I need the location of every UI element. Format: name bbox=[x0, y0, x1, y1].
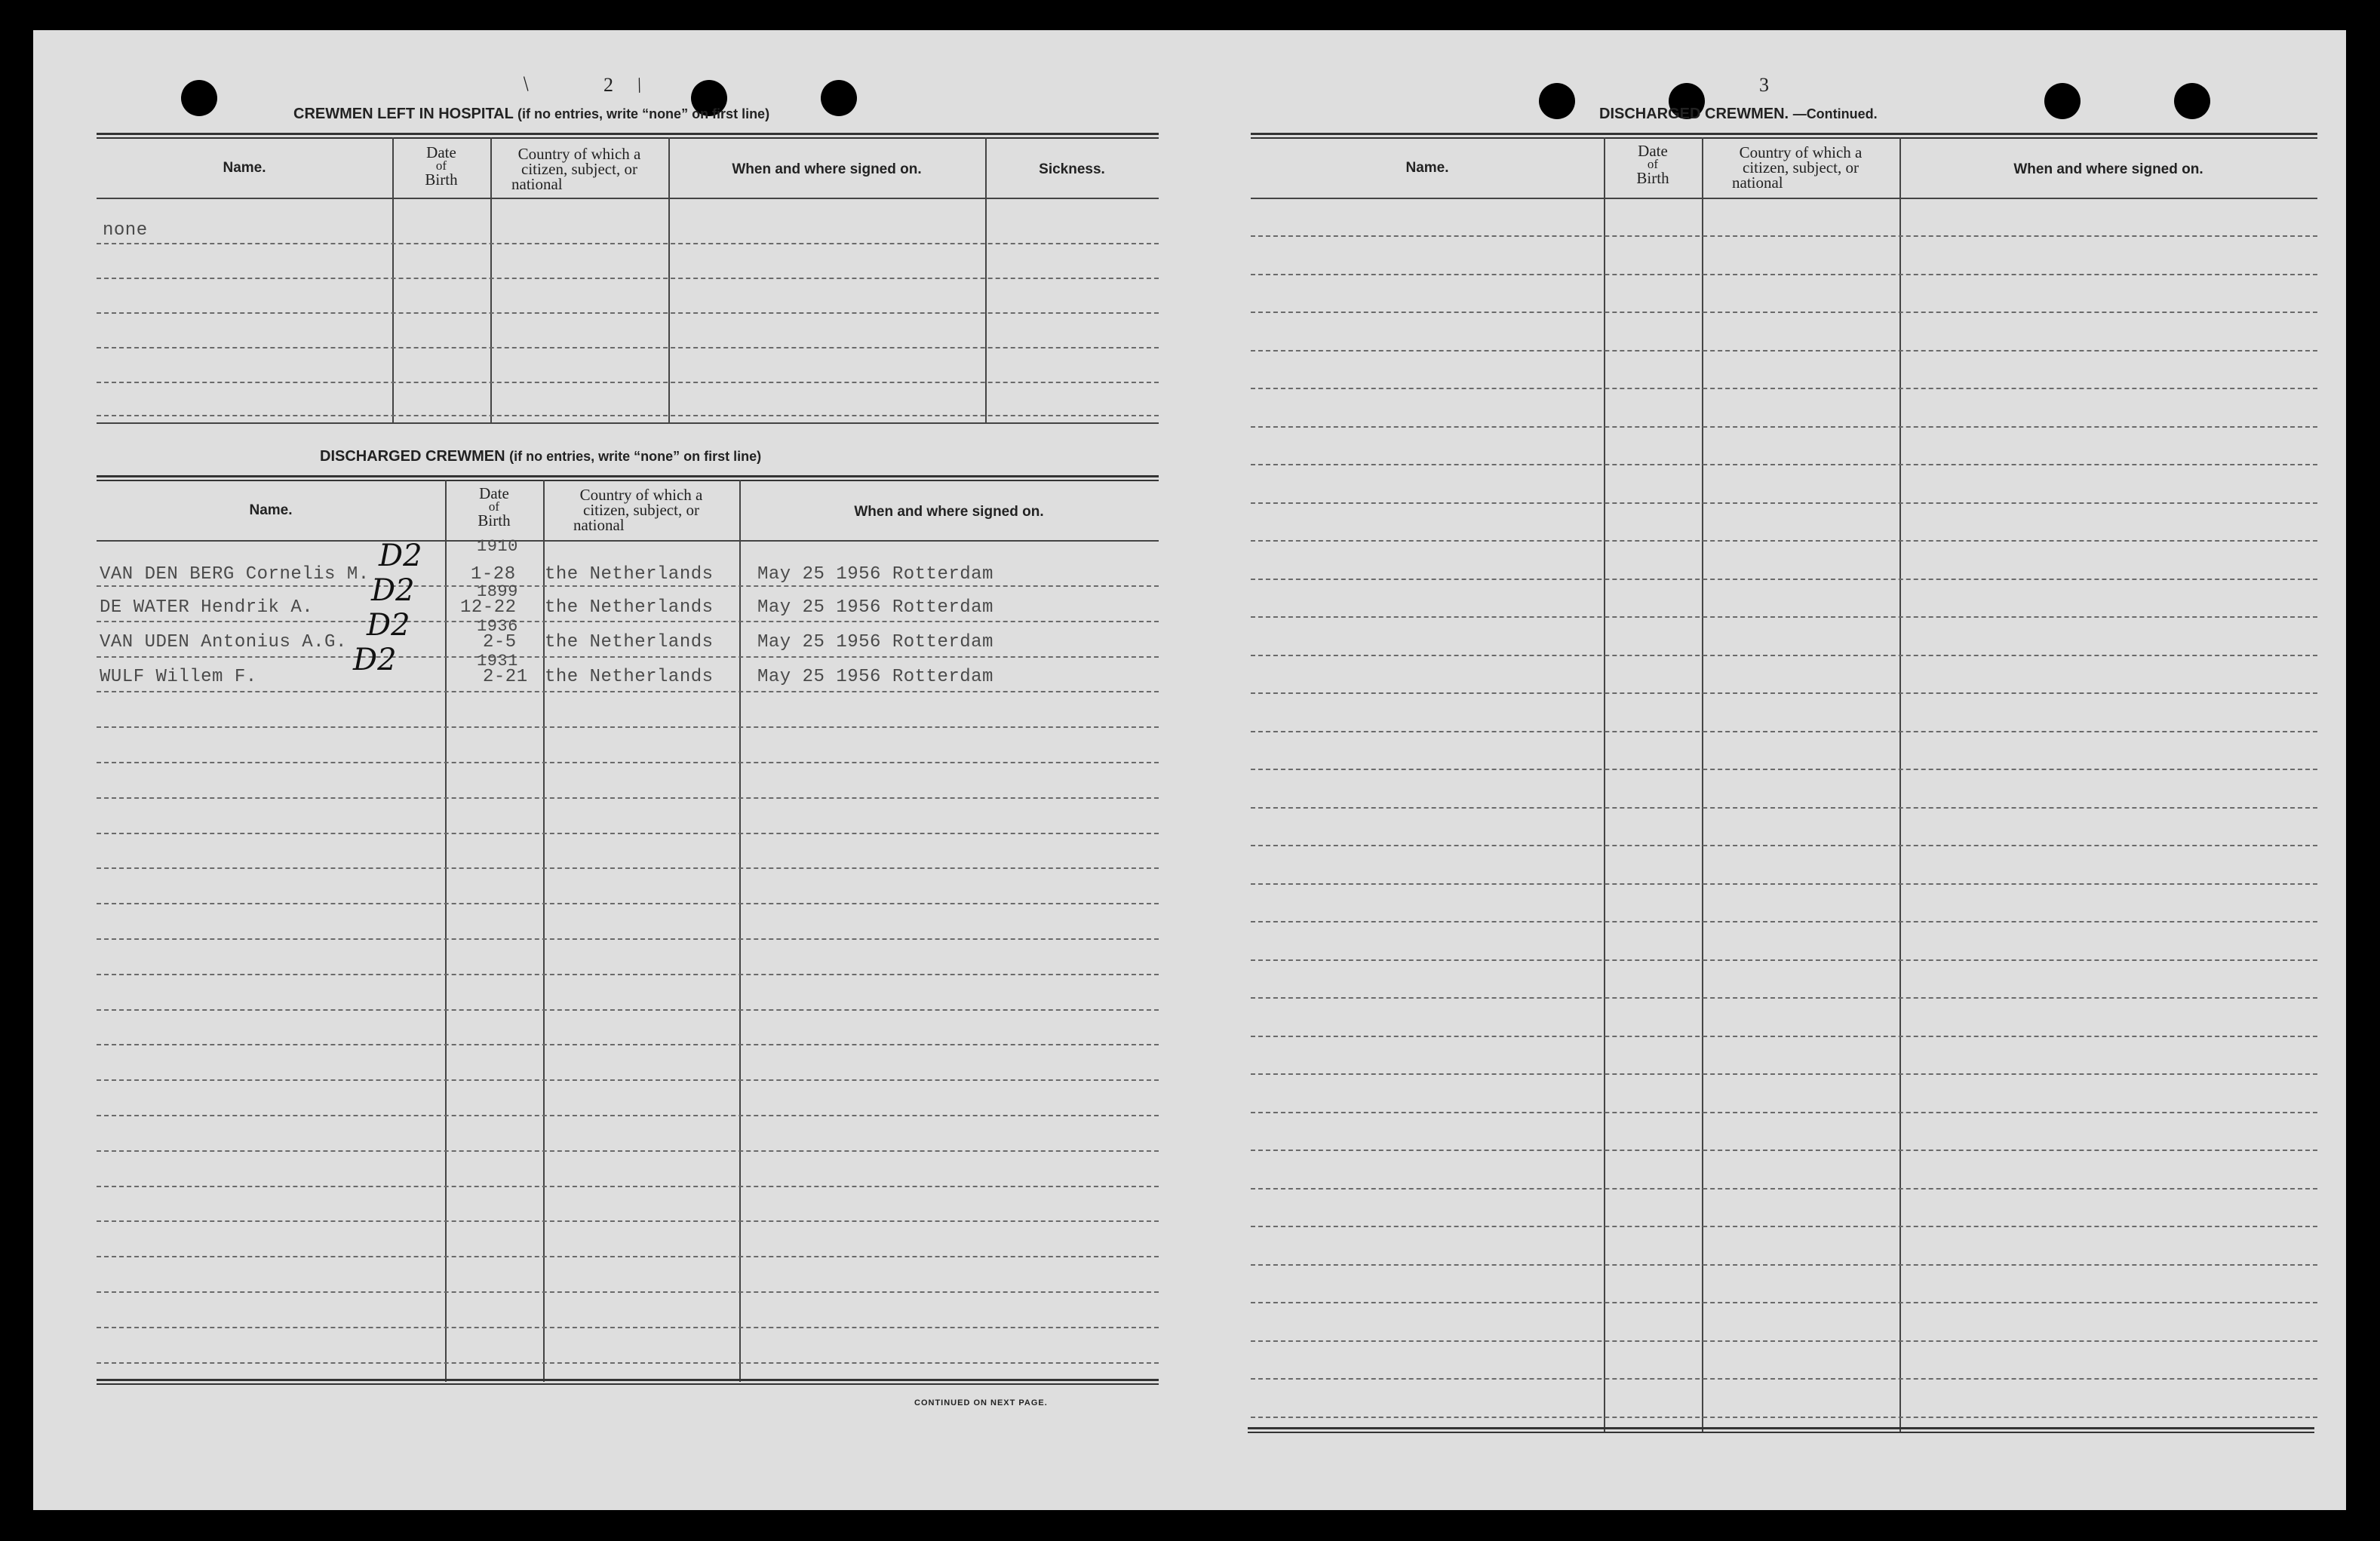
crew-dob-year: 1931 bbox=[477, 652, 518, 671]
entry-line bbox=[1251, 959, 2317, 961]
header-bottom-rule bbox=[1251, 198, 2317, 199]
col-header-date-of-birth bbox=[392, 145, 490, 187]
entry-line bbox=[97, 278, 1159, 279]
entry-line bbox=[97, 1256, 1159, 1257]
col-header-line: national bbox=[573, 516, 625, 534]
section-title-text: CREWMEN LEFT IN HOSPITAL bbox=[293, 106, 514, 122]
crew-dob-year: 1899 bbox=[477, 582, 518, 601]
entry-line bbox=[97, 1362, 1159, 1364]
entry-line bbox=[1251, 692, 2317, 694]
entry-line bbox=[97, 621, 1159, 622]
crew-signed-on: May 25 1956 Rotterdam bbox=[757, 667, 993, 687]
column-rule bbox=[1702, 137, 1703, 1433]
entry-line bbox=[97, 1150, 1159, 1152]
entry-line bbox=[97, 974, 1159, 975]
column-rule bbox=[490, 137, 492, 424]
col-header-line: citizen, subject, or bbox=[521, 160, 637, 178]
entry-line bbox=[1251, 883, 2317, 885]
entry-line bbox=[1251, 1073, 2317, 1075]
section-title-text: DISCHARGED CREWMEN. bbox=[1599, 106, 1789, 122]
entry-line bbox=[97, 1291, 1159, 1293]
entry-line bbox=[1251, 1226, 2317, 1227]
col-header-line: Birth bbox=[1636, 169, 1669, 187]
col-header-line: Country of which a bbox=[579, 486, 703, 504]
discharged-continued-title bbox=[1599, 106, 1878, 123]
crew-name: VAN DEN BERG Cornelis M. bbox=[100, 564, 370, 585]
page-number: 2 bbox=[603, 74, 613, 96]
section-title-text: DISCHARGED CREWMEN bbox=[320, 448, 505, 465]
entry-line bbox=[1251, 1036, 2317, 1037]
pencil-mark: / bbox=[517, 72, 536, 96]
section-note-text: (if no entries, write “none” on first line) bbox=[509, 449, 762, 464]
table-top-rule bbox=[97, 475, 1159, 481]
entry-line bbox=[1251, 1150, 2317, 1151]
entry-line bbox=[97, 833, 1159, 834]
entry-line bbox=[1251, 540, 2317, 542]
entry-line bbox=[97, 243, 1159, 244]
entry-line bbox=[97, 797, 1159, 799]
entry-line bbox=[1251, 1417, 2317, 1418]
col-header-line: citizen, subject, or bbox=[583, 501, 699, 519]
col-header-line: of bbox=[1647, 157, 1659, 171]
punch-hole bbox=[2044, 83, 2081, 119]
entry-line bbox=[97, 867, 1159, 869]
col-header-name: Name. bbox=[223, 160, 266, 176]
entry-line bbox=[97, 726, 1159, 728]
table-top-rule bbox=[1251, 133, 2317, 139]
entry-line bbox=[1251, 464, 2317, 465]
table-bottom-rule bbox=[1248, 1427, 2314, 1433]
entry-line bbox=[1251, 312, 2317, 313]
entry-line bbox=[97, 1186, 1159, 1187]
entry-line bbox=[97, 691, 1159, 692]
crew-country: the Netherlands bbox=[545, 632, 714, 652]
col-header-line: Country of which a bbox=[1739, 143, 1863, 161]
crew-country: the Netherlands bbox=[545, 667, 714, 687]
entry-line bbox=[97, 656, 1159, 658]
column-rule bbox=[985, 137, 987, 424]
section-note-text: —Continued. bbox=[1792, 106, 1878, 121]
section-note-text: (if no entries, write “none” on first line) bbox=[517, 106, 770, 121]
col-header-country bbox=[490, 146, 668, 192]
table-bottom-rule bbox=[97, 422, 1159, 424]
entry-line bbox=[97, 1044, 1159, 1045]
entry-line bbox=[1251, 502, 2317, 504]
document-sheet bbox=[33, 30, 2346, 1510]
discharged-section-title bbox=[320, 448, 761, 465]
entry-line bbox=[1251, 769, 2317, 770]
col-header-sickness: Sickness. bbox=[1039, 161, 1105, 177]
entry-line bbox=[1251, 1340, 2317, 1342]
entry-line bbox=[97, 347, 1159, 348]
col-header-country bbox=[1702, 145, 1899, 190]
entry-line bbox=[1251, 845, 2317, 846]
column-rule bbox=[668, 137, 670, 424]
crew-name: WULF Willem F. bbox=[100, 667, 257, 687]
page-number: 3 bbox=[1759, 74, 1769, 96]
handwritten-discharge-mark: D2 bbox=[379, 539, 422, 573]
punch-hole bbox=[2174, 83, 2210, 119]
punch-hole bbox=[181, 80, 217, 116]
entry-line bbox=[1251, 655, 2317, 656]
header-bottom-rule bbox=[97, 198, 1159, 199]
col-header-name: Name. bbox=[1405, 160, 1449, 176]
entry-line bbox=[97, 762, 1159, 763]
entry-line bbox=[1251, 807, 2317, 809]
col-header-line: Birth bbox=[478, 511, 511, 530]
entry-line bbox=[1251, 1188, 2317, 1190]
column-rule bbox=[445, 480, 447, 1382]
entry-line bbox=[1251, 1378, 2317, 1380]
crew-dob: 12-22 bbox=[460, 597, 517, 618]
col-header-date-of-birth bbox=[1604, 143, 1702, 186]
col-header-line: Birth bbox=[425, 170, 458, 189]
entry-line bbox=[97, 585, 1159, 587]
punch-hole bbox=[1539, 83, 1575, 119]
col-header-line: citizen, subject, or bbox=[1743, 158, 1859, 177]
column-rule bbox=[739, 480, 741, 1382]
crew-signed-on: May 25 1956 Rotterdam bbox=[757, 632, 993, 652]
entry-line bbox=[97, 382, 1159, 383]
crew-country: the Netherlands bbox=[545, 564, 714, 585]
entry-line bbox=[1251, 426, 2317, 428]
entry-line bbox=[1251, 616, 2317, 618]
crew-name: DE WATER Hendrik A. bbox=[100, 597, 314, 618]
col-header-line: of bbox=[488, 499, 500, 514]
punch-hole bbox=[821, 80, 857, 116]
handwritten-discharge-mark: D2 bbox=[353, 643, 397, 677]
col-header-line: Date bbox=[1638, 142, 1668, 160]
pencil-mark: / bbox=[632, 73, 646, 98]
crew-dob-year: 1936 bbox=[477, 617, 518, 636]
col-header-line: national bbox=[1732, 173, 1783, 192]
entry-line bbox=[97, 938, 1159, 940]
crew-dob: 1-28 bbox=[471, 564, 516, 585]
entry-line bbox=[1251, 997, 2317, 999]
col-header-line: of bbox=[435, 158, 447, 173]
entry-line bbox=[1251, 1302, 2317, 1303]
continued-note: CONTINUED ON NEXT PAGE. bbox=[914, 1398, 1048, 1407]
column-rule bbox=[1899, 137, 1901, 1433]
column-rule bbox=[1604, 137, 1605, 1433]
handwritten-discharge-mark: D2 bbox=[371, 573, 415, 608]
crew-country: the Netherlands bbox=[545, 597, 714, 618]
entry-line bbox=[97, 1327, 1159, 1328]
crew-name: VAN UDEN Antonius A.G. bbox=[100, 632, 347, 652]
col-header-line: Country of which a bbox=[517, 145, 641, 163]
col-header-date-of-birth bbox=[445, 486, 543, 528]
col-header-line: Date bbox=[479, 484, 509, 502]
crew-signed-on: May 25 1956 Rotterdam bbox=[757, 597, 993, 618]
entry-line bbox=[97, 903, 1159, 904]
entry-line bbox=[1251, 1264, 2317, 1266]
hospital-section-title bbox=[293, 106, 769, 123]
entry-line bbox=[1251, 274, 2317, 275]
entry-line bbox=[1251, 388, 2317, 389]
entry-line bbox=[97, 1079, 1159, 1081]
crew-dob: 2-21 bbox=[483, 667, 528, 687]
col-header-name: Name. bbox=[249, 502, 293, 518]
table-bottom-rule bbox=[97, 1379, 1159, 1385]
hospital-entry-none: none bbox=[103, 220, 148, 241]
col-header-line: national bbox=[511, 175, 563, 193]
entry-line bbox=[1251, 579, 2317, 580]
col-header-country bbox=[543, 487, 739, 533]
entry-line bbox=[97, 1220, 1159, 1222]
crew-dob: 2-5 bbox=[483, 632, 517, 652]
entry-line bbox=[97, 312, 1159, 314]
col-header-line: Date bbox=[426, 143, 456, 161]
entry-line bbox=[1251, 731, 2317, 732]
handwritten-discharge-mark: D2 bbox=[367, 608, 410, 643]
entry-line bbox=[97, 1115, 1159, 1116]
header-bottom-rule bbox=[97, 540, 1159, 542]
col-header-signed-on: When and where signed on. bbox=[2013, 161, 2203, 177]
entry-line bbox=[1251, 1112, 2317, 1113]
entry-line bbox=[97, 1009, 1159, 1011]
col-header-signed-on: When and where signed on. bbox=[732, 161, 922, 177]
column-rule bbox=[392, 137, 394, 424]
entry-line bbox=[1251, 235, 2317, 237]
entry-line bbox=[1251, 921, 2317, 922]
table-top-rule bbox=[97, 133, 1159, 139]
entry-line bbox=[97, 415, 1159, 416]
crew-signed-on: May 25 1956 Rotterdam bbox=[757, 564, 993, 585]
col-header-signed-on: When and where signed on. bbox=[854, 504, 1044, 520]
entry-line bbox=[1251, 350, 2317, 351]
crew-dob-year: 1910 bbox=[477, 537, 518, 556]
